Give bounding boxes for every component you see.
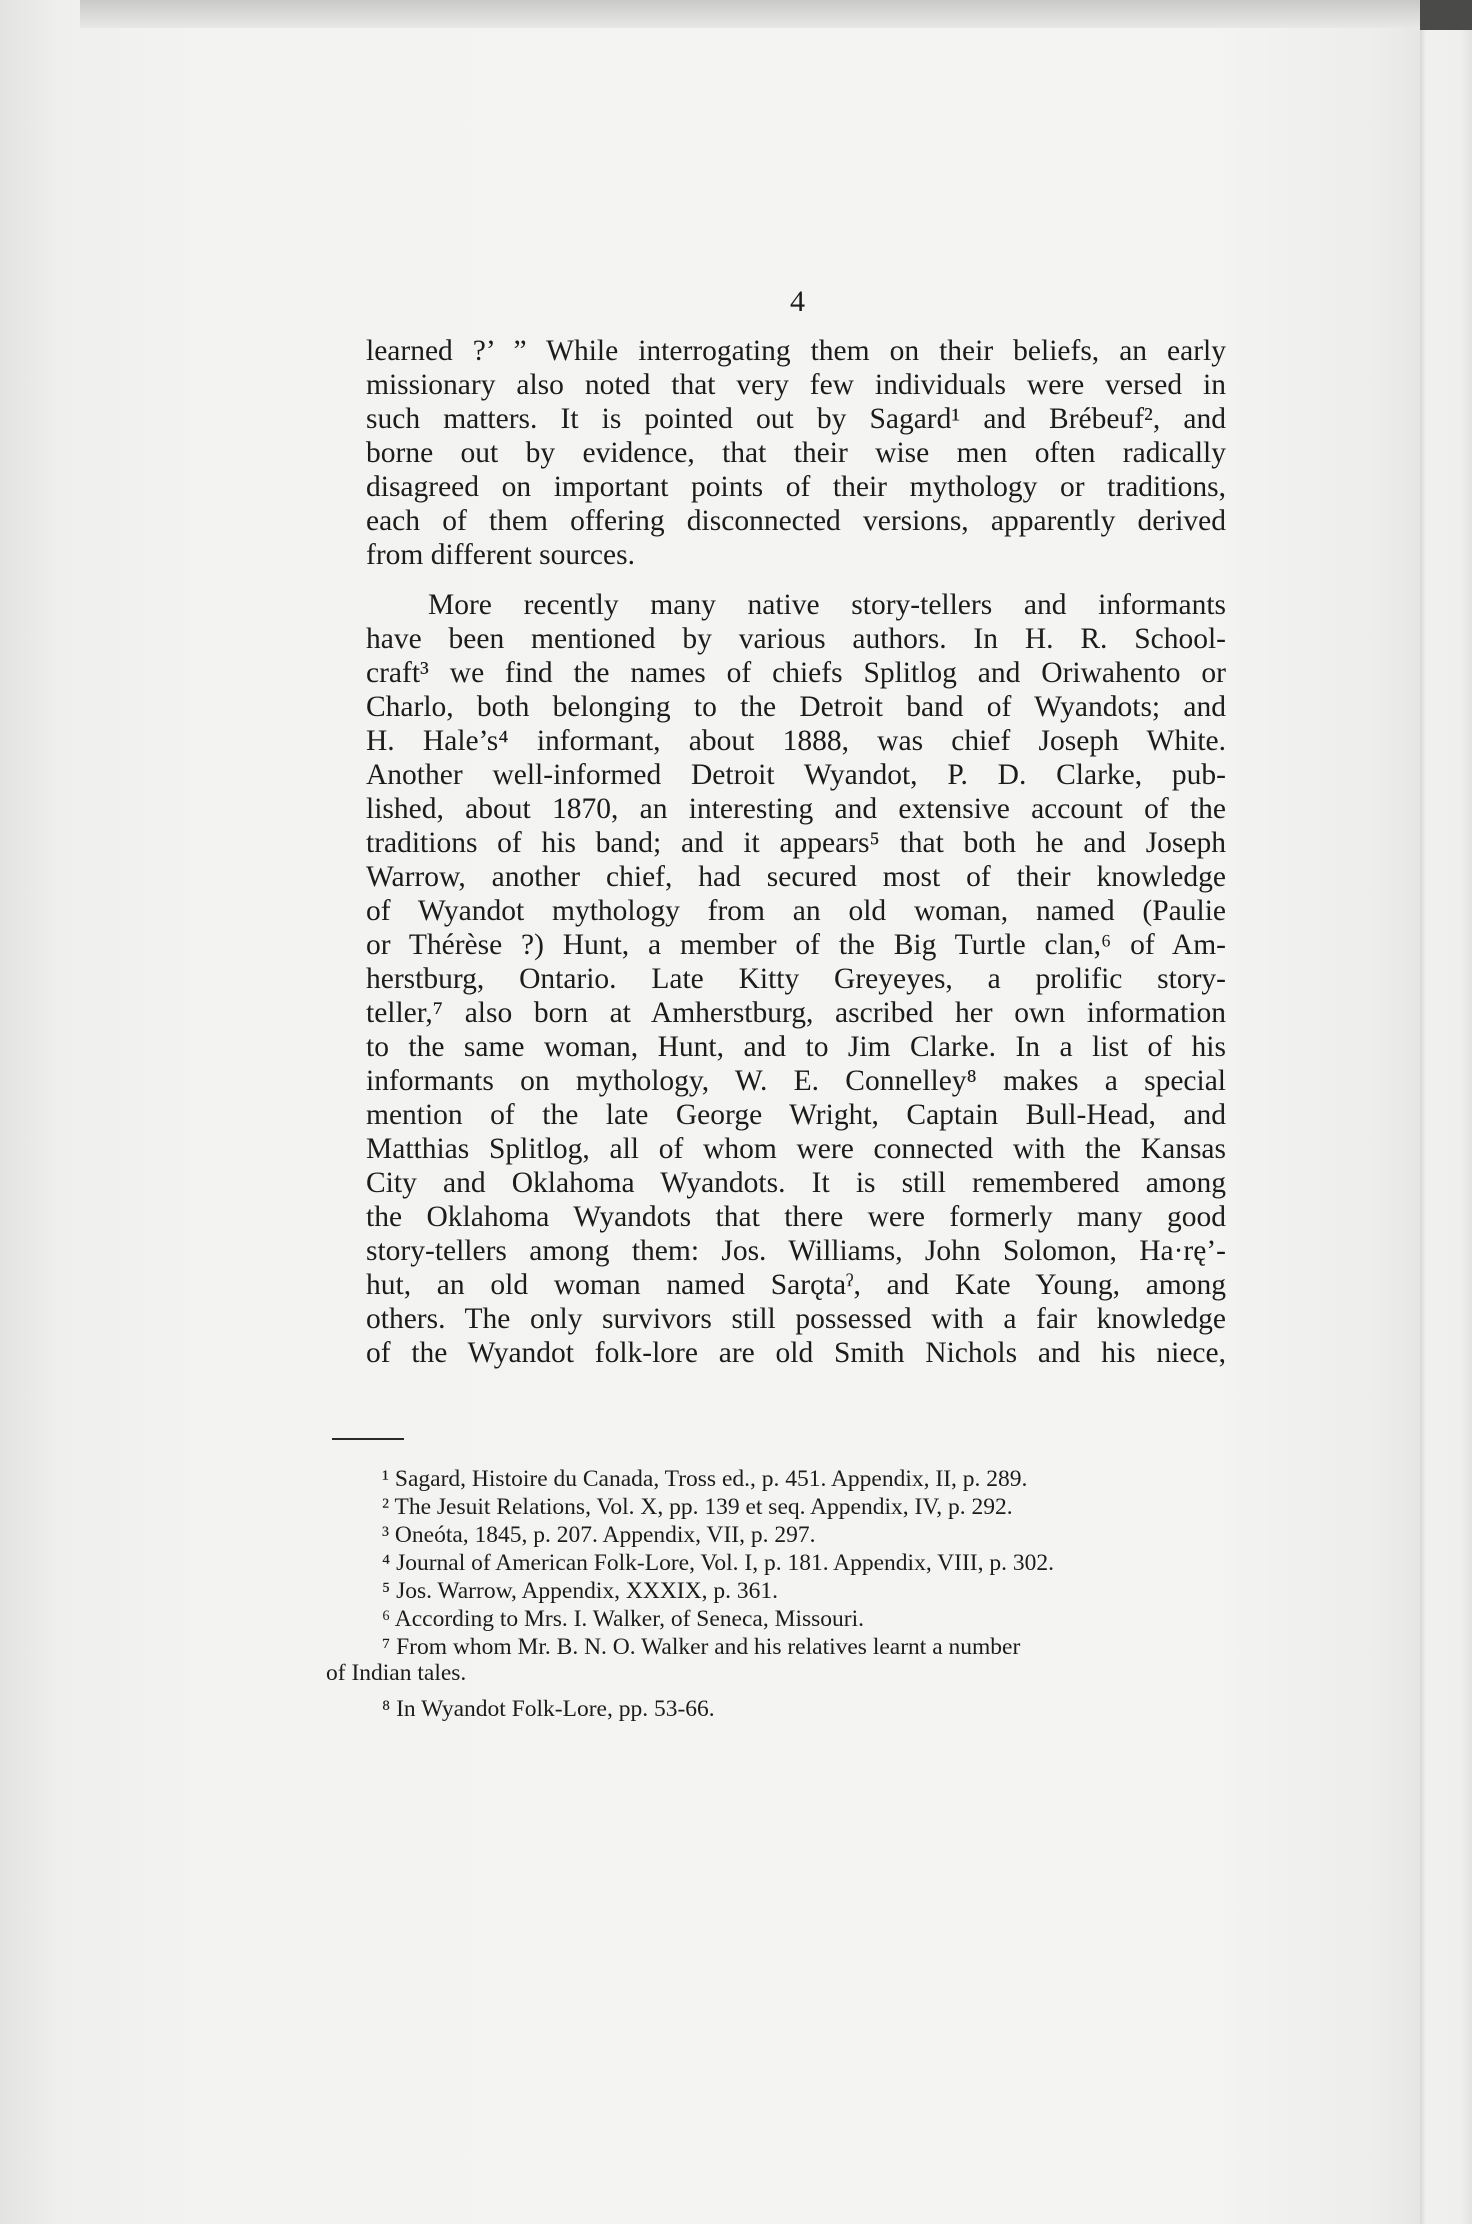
body-line: learned ?’ ” While interrogating them on their beliefs, an early bbox=[366, 335, 1226, 367]
body-line: to the same woman, Hunt, and to Jim Clarke. In a list of his bbox=[366, 1031, 1226, 1063]
body-line: story-tellers among them: Jos. Williams, John Solomon, Ha·rę’- bbox=[366, 1235, 1226, 1267]
footnote-continuation: of Indian tales. bbox=[326, 1660, 467, 1686]
body-line: H. Hale’s⁴ informant, about 1888, was chief Joseph White. bbox=[366, 725, 1226, 757]
body-line: lished, about 1870, an interesting and extensive account of the bbox=[366, 793, 1226, 825]
body-line: such matters. It is pointed out by Sagard¹ and Brébeuf², and bbox=[366, 403, 1226, 435]
body-line: mention of the late George Wright, Captain Bull-Head, and bbox=[366, 1099, 1226, 1131]
body-line: each of them offering disconnected versions, apparently derived bbox=[366, 505, 1226, 537]
body-line: hut, an old woman named Sarǫtaˀ, and Kate Young, among bbox=[366, 1269, 1226, 1301]
page-right-edge bbox=[1420, 30, 1472, 2224]
body-line: City and Oklahoma Wyandots. It is still remembered among bbox=[366, 1167, 1226, 1199]
body-line: from different sources. bbox=[366, 539, 635, 571]
footnote: ⁶ According to Mrs. I. Walker, of Seneca, Missouri. bbox=[382, 1606, 865, 1632]
body-line: teller,⁷ also born at Amherstburg, ascribed her own information bbox=[366, 997, 1226, 1029]
body-line: Warrow, another chief, had secured most of their knowledge bbox=[366, 861, 1226, 893]
footnote: ⁷ From whom Mr. B. N. O. Walker and his relatives learnt a number bbox=[382, 1634, 1021, 1660]
body-line: of the Wyandot folk-lore are old Smith Nichols and his niece, bbox=[366, 1337, 1226, 1369]
body-line: Matthias Splitlog, all of whom were connected with the Kansas bbox=[366, 1133, 1226, 1165]
footnote: ⁴ Journal of American Folk-Lore, Vol. I, p. 181. Appendix, VIII, p. 302. bbox=[382, 1550, 1054, 1576]
body-line: herstburg, Ontario. Late Kitty Greyeyes, a prolific story- bbox=[366, 963, 1226, 995]
body-line: have been mentioned by various authors. In H. R. School- bbox=[366, 623, 1226, 655]
footnote: ⁸ In Wyandot Folk-Lore, pp. 53-66. bbox=[382, 1696, 715, 1722]
body-line: informants on mythology, W. E. Connelley⁸ makes a special bbox=[366, 1065, 1226, 1097]
page-number: 4 bbox=[790, 285, 805, 318]
body-line: the Oklahoma Wyandots that there were formerly many good bbox=[366, 1201, 1226, 1233]
body-line: or Thérèse ?) Hunt, a member of the Big Turtle clan,⁶ of Am- bbox=[366, 929, 1226, 961]
footnote: ³ Oneóta, 1845, p. 207. Appendix, VII, p. 297. bbox=[382, 1522, 816, 1548]
body-line: Charlo, both belonging to the Detroit band of Wyandots; and bbox=[366, 691, 1226, 723]
body-line: disagreed on important points of their mythology or traditions, bbox=[366, 471, 1226, 503]
body-line: borne out by evidence, that their wise men often radically bbox=[366, 437, 1226, 469]
footnote: ² The Jesuit Relations, Vol. X, pp. 139 et seq. Appendix, IV, p. 292. bbox=[382, 1494, 1013, 1520]
footnote: ¹ Sagard, Histoire du Canada, Tross ed., p. 451. Appendix, II, p. 289. bbox=[382, 1466, 1028, 1492]
body-line: others. The only survivors still possessed with a fair knowledge bbox=[366, 1303, 1226, 1335]
body-line: craft³ we find the names of chiefs Splitlog and Oriwahento or bbox=[366, 657, 1226, 689]
body-line: missionary also noted that very few individuals were versed in bbox=[366, 369, 1226, 401]
body-line: of Wyandot mythology from an old woman, named (Paulie bbox=[366, 895, 1226, 927]
body-line: Another well-informed Detroit Wyandot, P. D. Clarke, pub- bbox=[366, 759, 1226, 791]
footnote-separator bbox=[332, 1438, 404, 1440]
footnote: ⁵ Jos. Warrow, Appendix, XXXIX, p. 361. bbox=[382, 1578, 778, 1604]
body-line: traditions of his band; and it appears⁵ that both he and Joseph bbox=[366, 827, 1226, 859]
body-line: More recently many native story-tellers and informants bbox=[428, 589, 1226, 621]
